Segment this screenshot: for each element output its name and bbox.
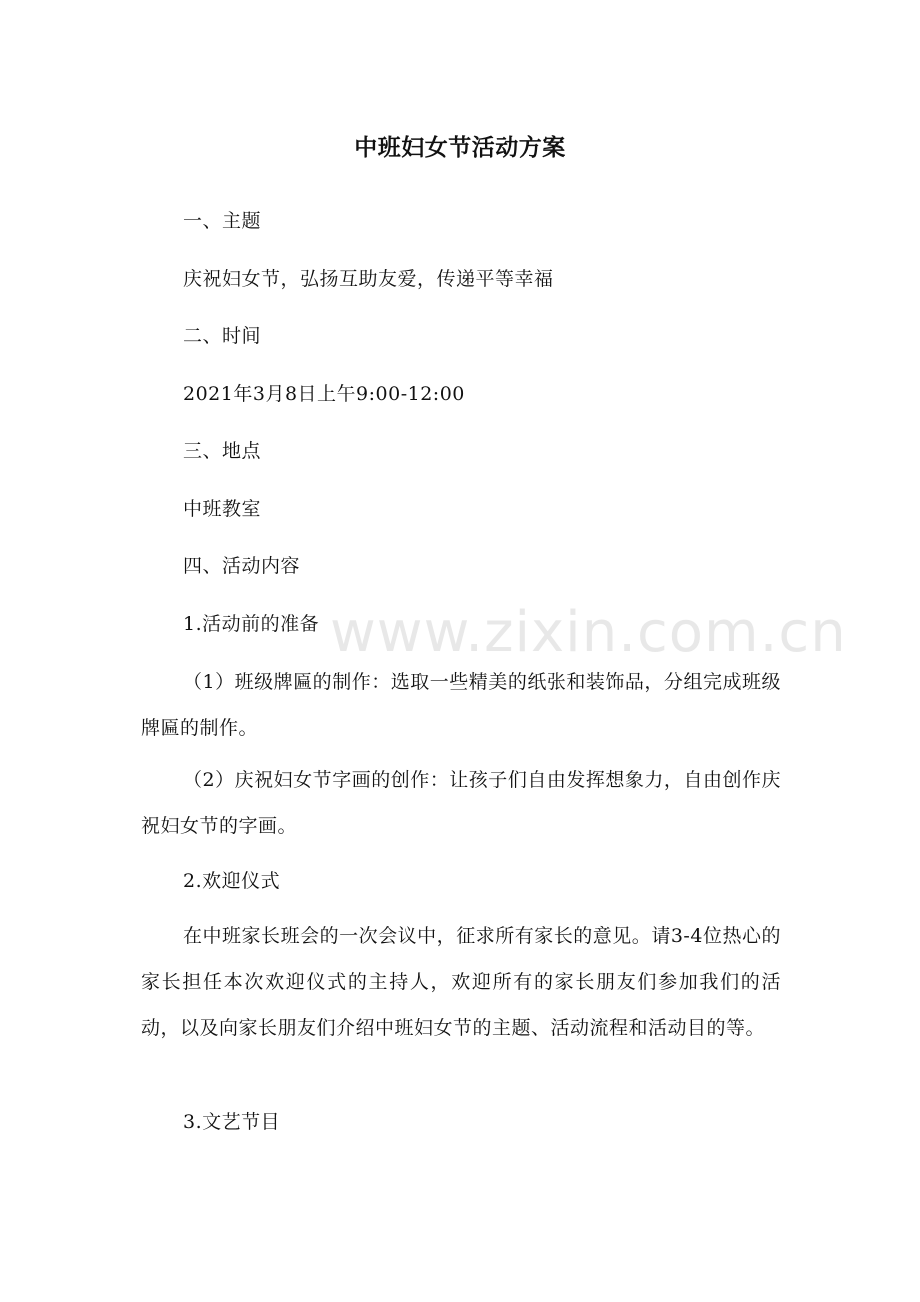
watermark: www.zixin.com.cn [330,600,847,665]
section-heading-location: 三、地点 [183,440,262,462]
paragraph-plaque: （1）班级牌匾的制作：选取一些精美的纸张和装饰品，分组完成班级牌匾的制作。 [141,671,781,739]
paragraph-welcome: 在中班家长班会的一次会议中，征求所有家长的意见。请3-4位热心的家长担任本次欢迎仪式的主持人，欢迎所有的家长朋友们参加我们的活动，以及向家长朋友们介绍中班妇女节的主题、活动流程和活动目的等。 [141,925,781,1039]
section-text-time: 2021年3月8日上午9:00-12:00 [183,383,465,405]
section-heading-content: 四、活动内容 [183,555,301,577]
section-text-location: 中班教室 [183,498,262,520]
section-heading-theme: 一、主题 [183,210,262,232]
section-heading-time: 二、时间 [183,325,262,347]
item-heading-performance: 3.文艺节目 [183,1111,281,1133]
section-text-theme: 庆祝妇女节，弘扬互助友爱，传递平等幸福 [183,268,554,290]
paragraph-calligraphy: （2）庆祝妇女节字画的创作：让孩子们自由发挥想象力，自由创作庆祝妇女节的字画。 [141,769,781,837]
item-heading-preparation: 1.活动前的准备 [183,613,320,635]
item-heading-welcome: 2.欢迎仪式 [183,870,281,892]
document-title: 中班妇女节活动方案 [354,135,566,161]
